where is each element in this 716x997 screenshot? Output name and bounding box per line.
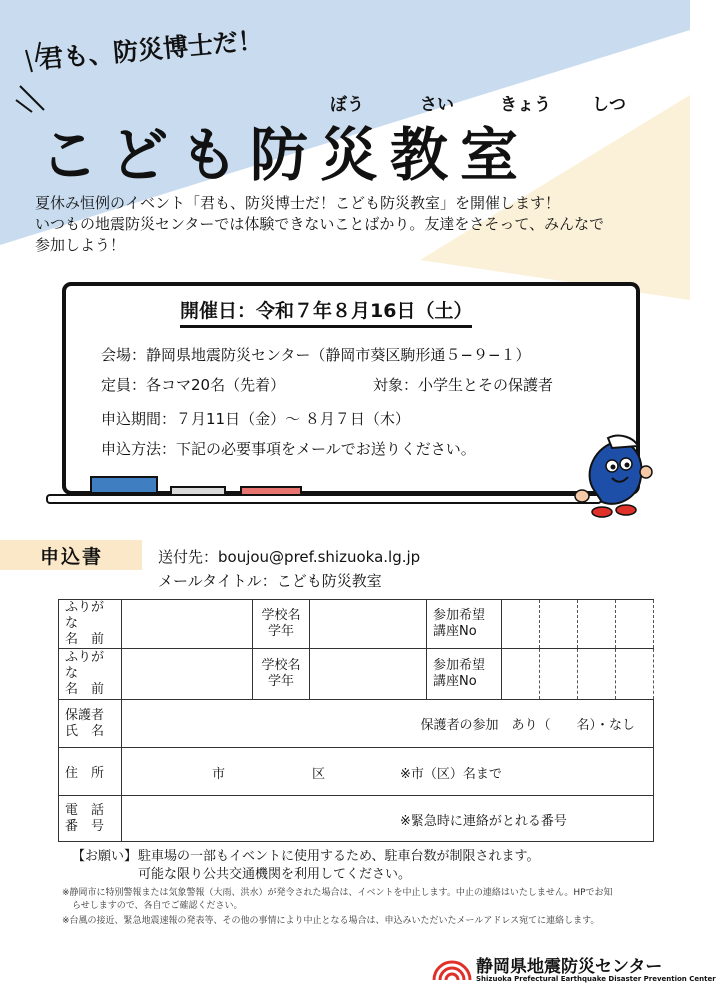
- child-name-field-1[interactable]: [122, 600, 253, 649]
- course-no-label: 講座No: [433, 674, 477, 689]
- furigana-label: ふりがな: [65, 650, 105, 681]
- school-label: 学校名: [261, 608, 301, 623]
- course-label: 参加希望: [433, 608, 486, 623]
- center-name-en: Shizuoka Prefectural Earthquake Disaster Prevention Center: [476, 975, 716, 983]
- event-subtitle: 君も、防災博士だ！: [37, 25, 264, 75]
- ward-text: 区: [312, 767, 326, 782]
- page-title: こども防災教室: [40, 121, 531, 189]
- child-name-field-2[interactable]: [122, 649, 253, 700]
- center-logo-icon: [432, 950, 472, 982]
- request-line-2: 可能な限り公共交通機関を利用してください。: [138, 867, 412, 882]
- center-name: 静岡県地震防災センター: [476, 957, 663, 977]
- guardian-label: 保護者: [65, 707, 105, 723]
- phone-label: 電 話: [65, 802, 105, 818]
- mail-title: メールタイトル：こども防災教室: [158, 572, 382, 590]
- ruby-sai: さい: [420, 95, 454, 115]
- address-label: 住 所: [59, 748, 122, 796]
- child-row-2: [59, 649, 654, 700]
- course-field-2d[interactable]: [616, 649, 654, 700]
- event-date: 開催日：令和７年８月16日（土）: [180, 296, 472, 328]
- ruby-kyou: きょう: [500, 95, 551, 115]
- course-no-label: 講座No: [433, 624, 477, 639]
- course-field-1c[interactable]: [578, 600, 616, 649]
- address-field[interactable]: [122, 748, 654, 796]
- phone-row: [59, 796, 654, 842]
- target-text: 対象：小学生とその保護者: [373, 376, 554, 394]
- notice-line-3: ※台風の接近、緊急地震速報の発表等、その他の事情により中止となる場合は、申込みいただいたメールアドレス宛てに連絡します。: [62, 916, 600, 926]
- furigana-label: ふりがな: [65, 600, 105, 631]
- guardian-row: [59, 700, 654, 748]
- request-label: 【お願い】: [72, 849, 138, 864]
- name-label: 名 前: [65, 632, 105, 647]
- course-field-1d[interactable]: [616, 600, 654, 649]
- application-heading: 申込書: [40, 546, 104, 568]
- phone-number-label: 番 号: [65, 818, 105, 834]
- course-field-2c[interactable]: [578, 649, 616, 700]
- address-note: ※市（区）名まで: [400, 767, 502, 782]
- ruby-shitsu: しつ: [592, 95, 626, 115]
- intro-line-3: 参加しよう！: [35, 236, 126, 254]
- capacity-text: 定員：各コマ20名（先着）: [101, 376, 286, 394]
- notice-line-2: らせしますので、各自でご確認ください。: [72, 901, 243, 911]
- school-label: 学校名: [261, 658, 301, 673]
- course-field-1a[interactable]: [502, 600, 540, 649]
- grade-label: 学年: [267, 624, 294, 639]
- request-line-1: 駐車場の一部もイベントに使用するため、駐車台数が制限されます。: [138, 849, 540, 864]
- grade-label: 学年: [267, 674, 294, 689]
- school-field-2[interactable]: [310, 649, 427, 700]
- city-text: 市: [212, 767, 226, 782]
- send-to-address[interactable]: 送付先：boujou@pref.shizuoka.lg.jp: [158, 548, 421, 566]
- guardian-name-label: 氏 名: [65, 723, 105, 739]
- ruby-bou: ぼう: [330, 95, 364, 115]
- method-text: 申込方法：下記の必要事項をメールでお送りください。: [101, 440, 476, 458]
- mascot-icon: [572, 432, 658, 520]
- intro-text: [35, 193, 665, 256]
- child-row-1: [59, 600, 654, 649]
- course-field-2b[interactable]: [540, 649, 578, 700]
- notice-line-1: ※静岡市に特別警報または気象警報（大雨、洪水）が発令された場合は、イベントを中止します。中止の連絡はいたしません。HPでお知: [62, 888, 613, 898]
- guardian-join-text: 保護者の参加 あり（ 名）・なし: [420, 718, 635, 733]
- period-text: 申込期間：７月11日（金）～ ８月７日（木）: [101, 410, 410, 428]
- course-label: 参加希望: [433, 658, 486, 673]
- intro-line-1: 夏休み恒例のイベント「君も、防災博士だ！こども防災教室」を開催します！: [35, 194, 561, 212]
- course-field-1b[interactable]: [540, 600, 578, 649]
- address-row: [59, 748, 654, 796]
- application-form-table: [58, 599, 654, 842]
- name-label: 名 前: [65, 682, 105, 697]
- intro-line-2: いつもの地震防災センターでは体験できないことばかり。友達をさそって、みんなで: [35, 215, 605, 233]
- venue-text: 会場：静岡県地震防災センター（静岡市葵区駒形通５−９−１）: [101, 346, 531, 364]
- chalk-ledge: [46, 494, 602, 504]
- phone-note: ※緊急時に連絡がとれる番号: [400, 814, 567, 829]
- eraser-blue-icon: [90, 476, 158, 494]
- guardian-field[interactable]: [122, 700, 654, 748]
- school-field-1[interactable]: [310, 600, 427, 649]
- phone-field[interactable]: [122, 796, 654, 842]
- course-field-2a[interactable]: [502, 649, 540, 700]
